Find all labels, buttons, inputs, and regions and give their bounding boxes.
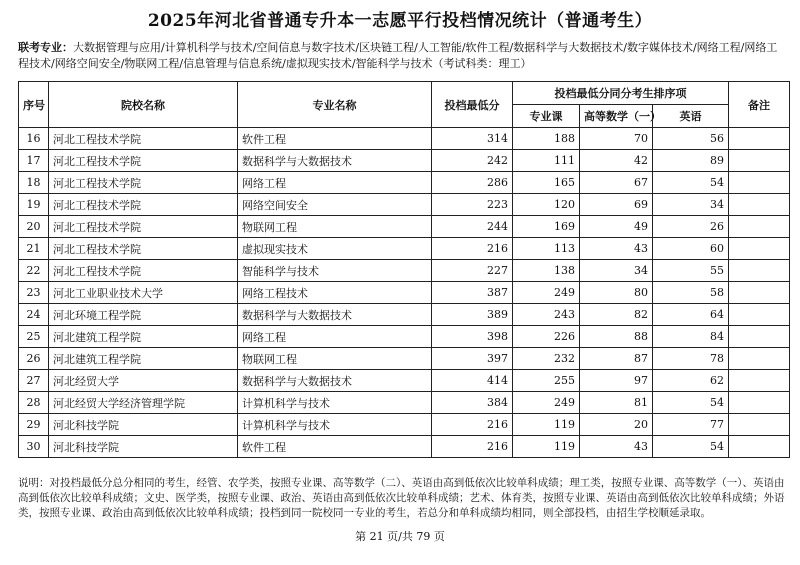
cell-school: 河北工程技术学院 (49, 194, 238, 216)
cell-school: 河北环境工程学院 (49, 304, 238, 326)
cell-major-course: 111 (513, 150, 580, 172)
cell-remark (729, 238, 790, 260)
cell-math: 20 (580, 414, 653, 436)
cell-remark (729, 282, 790, 304)
cell-major: 网络工程 (238, 326, 432, 348)
cell-school: 河北经贸大学经济管理学院 (49, 392, 238, 414)
cell-math: 88 (580, 326, 653, 348)
subjects-text: 大数据管理与应用/计算机科学与技术/空间信息与数字技术/区块链工程/人工智能/软件工程/数据科学与大数据技术/数字媒体技术/网络工程/网络工程技术/网络空间安全/物联网工程/信息管理与信息系统/虚拟现实技术/智能科学与技术（考试科类：理工） (18, 41, 778, 70)
cell-english: 58 (653, 282, 729, 304)
cell-english: 54 (653, 172, 729, 194)
table-row (19, 326, 790, 348)
cell-seq: 30 (19, 436, 49, 458)
cell-math: 67 (580, 172, 653, 194)
cell-school: 河北工业职业技术大学 (49, 282, 238, 304)
table-row (19, 414, 790, 436)
cell-remark (729, 194, 790, 216)
cell-math: 34 (580, 260, 653, 282)
cell-english: 54 (653, 436, 729, 458)
cell-seq: 17 (19, 150, 49, 172)
table-row (19, 172, 790, 194)
cell-math: 82 (580, 304, 653, 326)
cell-english: 26 (653, 216, 729, 238)
cell-major: 物联网工程 (238, 348, 432, 370)
cell-major: 智能科学与技术 (238, 260, 432, 282)
table-row (19, 194, 790, 216)
page-number: 第 21 页/共 79 页 (355, 530, 445, 543)
cell-seq: 26 (19, 348, 49, 370)
cell-major-course: 255 (513, 370, 580, 392)
table-row (19, 238, 790, 260)
table-row (19, 304, 790, 326)
header-math: 高等数学（一） (580, 105, 653, 128)
cell-seq: 23 (19, 282, 49, 304)
cell-remark (729, 150, 790, 172)
cell-english: 55 (653, 260, 729, 282)
cell-english: 78 (653, 348, 729, 370)
cell-min-score: 244 (432, 216, 513, 238)
cell-seq: 18 (19, 172, 49, 194)
cell-major: 数据科学与大数据技术 (238, 370, 432, 392)
cell-min-score: 387 (432, 282, 513, 304)
cell-min-score: 227 (432, 260, 513, 282)
cell-remark (729, 414, 790, 436)
table-row (19, 348, 790, 370)
cell-major-course: 138 (513, 260, 580, 282)
cell-min-score: 216 (432, 414, 513, 436)
table-row (19, 436, 790, 458)
cell-min-score: 397 (432, 348, 513, 370)
table-row (19, 150, 790, 172)
cell-school: 河北建筑工程学院 (49, 326, 238, 348)
cell-school: 河北工程技术学院 (49, 238, 238, 260)
cell-math: 80 (580, 282, 653, 304)
cell-min-score: 384 (432, 392, 513, 414)
cell-math: 42 (580, 150, 653, 172)
cell-math: 70 (580, 128, 653, 150)
cell-remark (729, 392, 790, 414)
table-row (19, 216, 790, 238)
cell-school: 河北经贸大学 (49, 370, 238, 392)
explanation-note: 说明：对投档最低分总分相同的考生，经管、农学类，按照专业课、高等数学（二）、英语由高到低依次比较单科成绩；理工类，按照专业课、高等数学（一）、英语由高到低依次比较单科成绩；文史、医学类，按照专业课、政治、英语由高到低依次比较单科成绩；艺术、体育类，按照专业课、英语由高到低依次比较单科成绩；外语类，按照专业课、政治由高到低依次比较单科成绩；投档到同一院校同一专业的考生，若总分和单科成绩均相同，则全部投档，由招生学校顺延录取。 (18, 477, 785, 519)
cell-major-course: 226 (513, 326, 580, 348)
page-title: 2025年河北省普通专升本一志愿平行投档情况统计（普通考生） (147, 11, 653, 31)
admission-table (18, 81, 790, 458)
header-major-course: 专业课 (513, 105, 580, 128)
cell-min-score: 216 (432, 436, 513, 458)
cell-remark (729, 304, 790, 326)
cell-math: 43 (580, 436, 653, 458)
cell-min-score: 314 (432, 128, 513, 150)
cell-seq: 22 (19, 260, 49, 282)
cell-remark (729, 436, 790, 458)
cell-seq: 27 (19, 370, 49, 392)
header-min-score: 投档最低分 (432, 82, 513, 128)
cell-math: 49 (580, 216, 653, 238)
table-row (19, 370, 790, 392)
cell-seq: 29 (19, 414, 49, 436)
cell-major-course: 249 (513, 282, 580, 304)
exam-subjects (18, 40, 788, 72)
header-major: 专业名称 (238, 82, 432, 128)
cell-seq: 25 (19, 326, 49, 348)
cell-english: 89 (653, 150, 729, 172)
cell-remark (729, 172, 790, 194)
cell-school: 河北科技学院 (49, 436, 238, 458)
cell-remark (729, 128, 790, 150)
cell-min-score: 414 (432, 370, 513, 392)
cell-major: 物联网工程 (238, 216, 432, 238)
cell-min-score: 389 (432, 304, 513, 326)
header-school: 院校名称 (49, 82, 238, 128)
cell-english: 34 (653, 194, 729, 216)
cell-math: 87 (580, 348, 653, 370)
cell-english: 62 (653, 370, 729, 392)
cell-min-score: 216 (432, 238, 513, 260)
cell-remark (729, 370, 790, 392)
cell-min-score: 223 (432, 194, 513, 216)
cell-seq: 21 (19, 238, 49, 260)
cell-major: 软件工程 (238, 128, 432, 150)
cell-major: 数据科学与大数据技术 (238, 150, 432, 172)
cell-english: 60 (653, 238, 729, 260)
cell-remark (729, 348, 790, 370)
cell-school: 河北工程技术学院 (49, 172, 238, 194)
cell-english: 54 (653, 392, 729, 414)
cell-major-course: 243 (513, 304, 580, 326)
cell-major-course: 119 (513, 436, 580, 458)
cell-major: 网络工程技术 (238, 282, 432, 304)
cell-school: 河北科技学院 (49, 414, 238, 436)
cell-min-score: 242 (432, 150, 513, 172)
cell-major-course: 249 (513, 392, 580, 414)
cell-remark (729, 216, 790, 238)
cell-major-course: 232 (513, 348, 580, 370)
cell-major: 数据科学与大数据技术 (238, 304, 432, 326)
cell-school: 河北工程技术学院 (49, 150, 238, 172)
subjects-label: 联考专业： (18, 41, 73, 54)
cell-school: 河北工程技术学院 (49, 128, 238, 150)
cell-major-course: 165 (513, 172, 580, 194)
cell-seq: 24 (19, 304, 49, 326)
cell-math: 69 (580, 194, 653, 216)
cell-min-score: 286 (432, 172, 513, 194)
cell-major-course: 113 (513, 238, 580, 260)
cell-seq: 28 (19, 392, 49, 414)
cell-seq: 16 (19, 128, 49, 150)
cell-math: 81 (580, 392, 653, 414)
cell-major: 网络工程 (238, 172, 432, 194)
cell-major: 软件工程 (238, 436, 432, 458)
cell-seq: 20 (19, 216, 49, 238)
cell-major: 计算机科学与技术 (238, 392, 432, 414)
cell-school: 河北建筑工程学院 (49, 348, 238, 370)
cell-remark (729, 260, 790, 282)
cell-major: 计算机科学与技术 (238, 414, 432, 436)
cell-major: 虚拟现实技术 (238, 238, 432, 260)
cell-major-course: 188 (513, 128, 580, 150)
cell-school: 河北工程技术学院 (49, 260, 238, 282)
cell-min-score: 398 (432, 326, 513, 348)
cell-english: 56 (653, 128, 729, 150)
cell-math: 97 (580, 370, 653, 392)
cell-seq: 19 (19, 194, 49, 216)
cell-english: 77 (653, 414, 729, 436)
table-row (19, 260, 790, 282)
table-row (19, 128, 790, 150)
cell-remark (729, 326, 790, 348)
cell-major-course: 120 (513, 194, 580, 216)
cell-major-course: 169 (513, 216, 580, 238)
header-remark: 备注 (729, 82, 790, 128)
table-row (19, 282, 790, 304)
header-same-score-group: 投档最低分同分考生排序项 (513, 82, 729, 105)
header-english: 英语 (653, 105, 729, 128)
cell-major: 网络空间安全 (238, 194, 432, 216)
cell-english: 84 (653, 326, 729, 348)
cell-school: 河北工程技术学院 (49, 216, 238, 238)
cell-major-course: 119 (513, 414, 580, 436)
cell-english: 64 (653, 304, 729, 326)
table-row (19, 392, 790, 414)
table-body (19, 128, 790, 458)
cell-math: 43 (580, 238, 653, 260)
header-seq: 序号 (19, 82, 49, 128)
